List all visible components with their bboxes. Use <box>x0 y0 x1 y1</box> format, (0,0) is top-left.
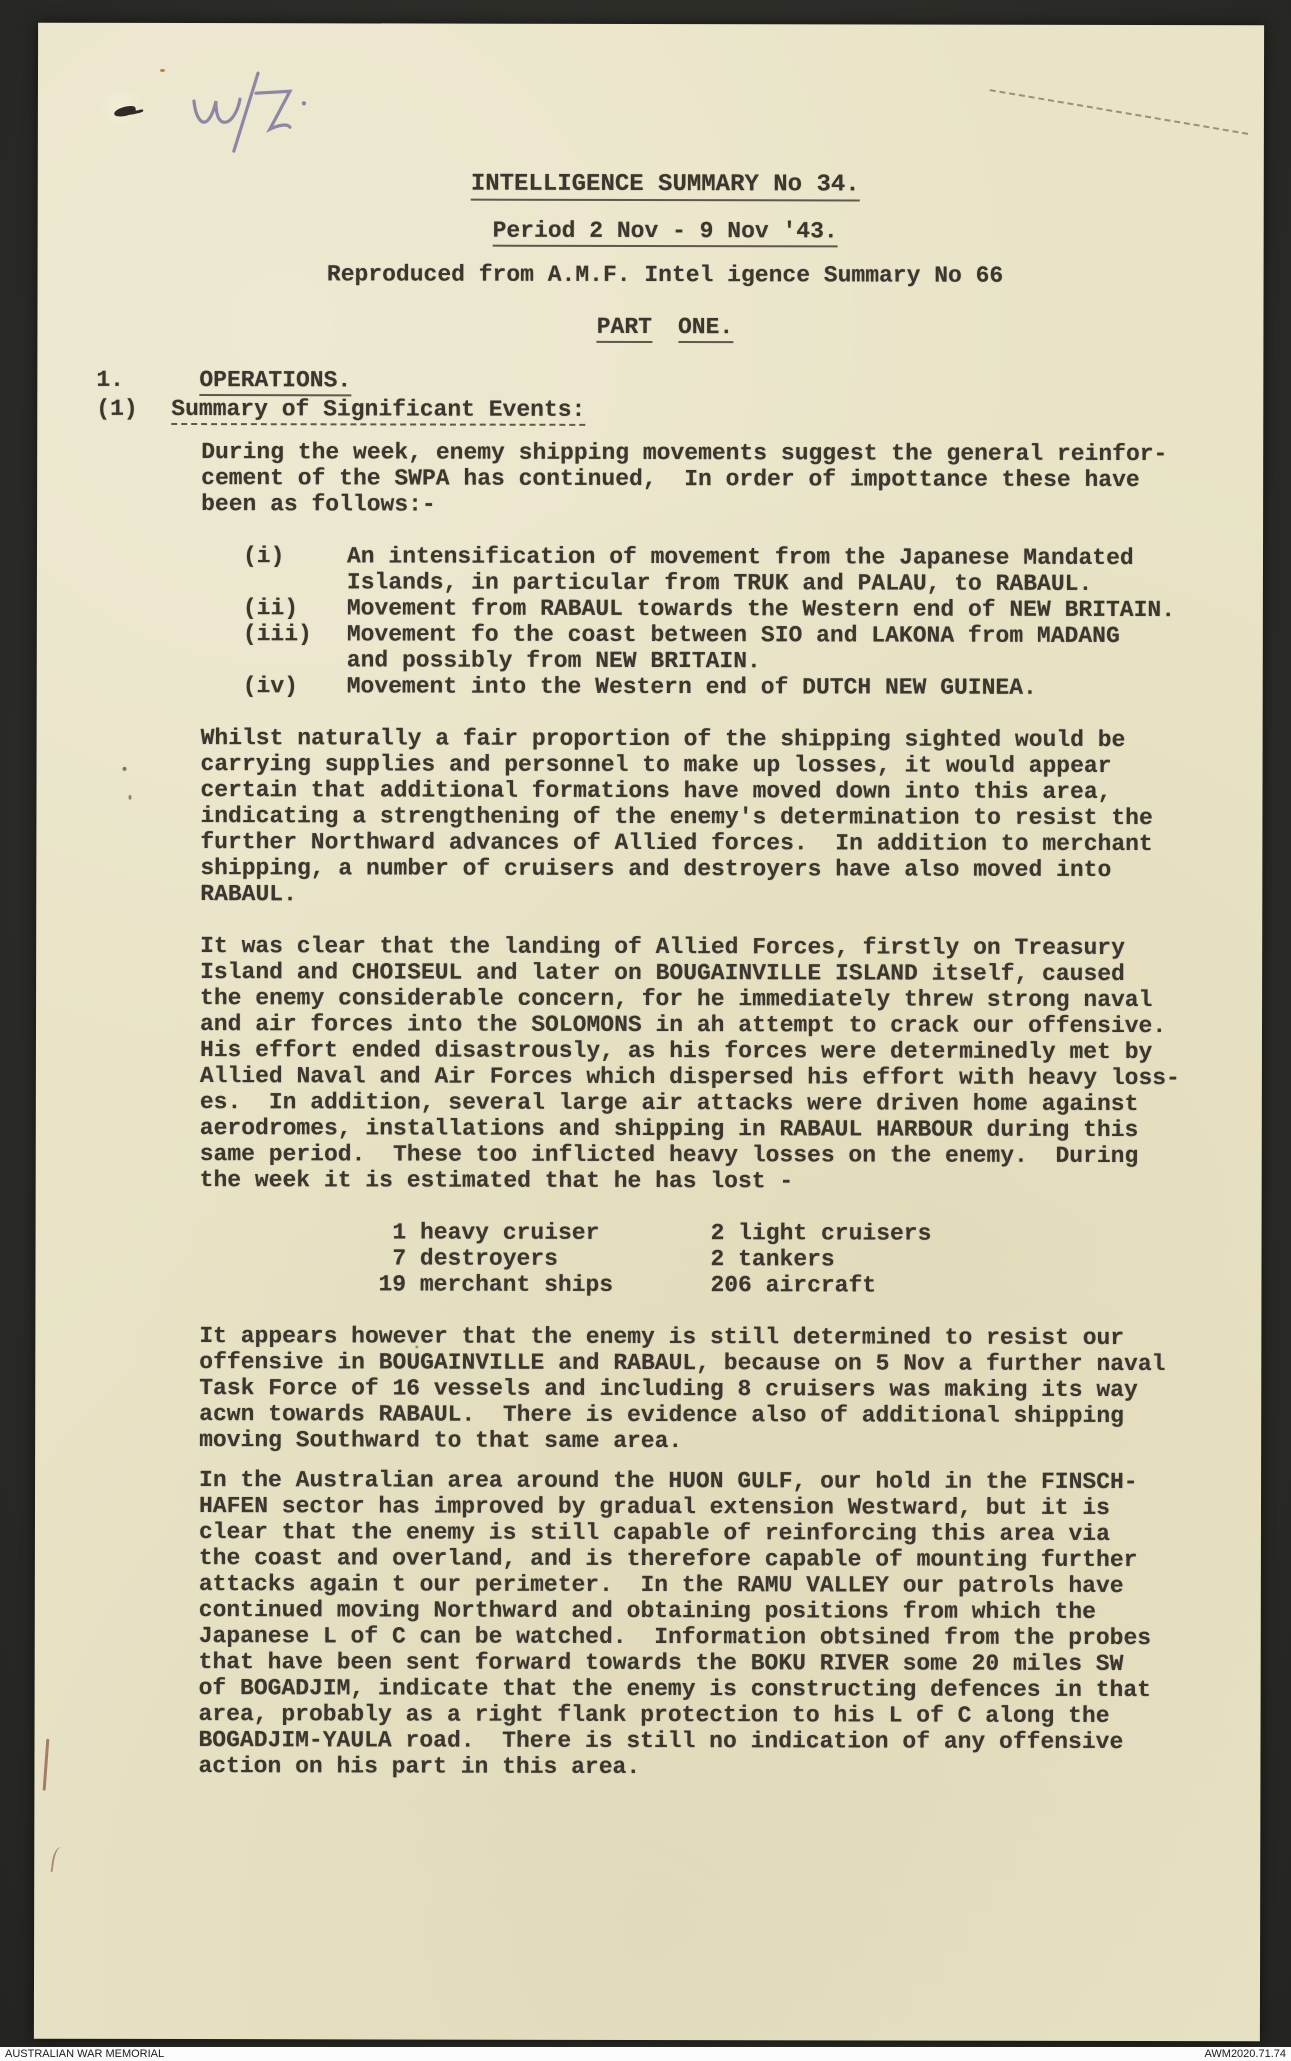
loss-cell: 2 tankers <box>710 1246 835 1273</box>
paragraph-solomons: It was clear that the landing of Allied Forces, firstly on Treasury Island and CHOISEUL and later on BOUGAINVILLE ISLAND itself, caused the enemy considerable concern, for he immediately threw strong naval and air forces into the SOLOMONS in ah attempt to crack our offensive. His effort ended disastrously, as his forces were determinedly met by Allied Naval and Air Forces which dispersed his effort with heavy loss- es. In addition, several large air attacks were driven home against aerodromes, installations and shipping in RABAUL HARBOUR during this same period. These too inflicted heavy losses on the enemy. During the week it is estimated that he has lost - <box>199 933 1180 1195</box>
margin-squiggle <box>50 1846 66 1873</box>
list-item <box>243 673 1233 701</box>
section-title: OPERATIONS. <box>199 367 351 396</box>
list-marker: (iv) <box>242 673 298 700</box>
list-item <box>243 595 1233 623</box>
list-marker: (i) <box>242 543 285 570</box>
document-period: Period 2 Nov - 9 Nov '43. <box>97 217 1234 245</box>
document-title: INTELLIGENCE SUMMARY No 34. <box>97 171 1234 199</box>
loss-cell: 206 aircraft <box>710 1272 877 1299</box>
loss-cell: 19 merchant ships <box>378 1271 614 1298</box>
reproduced-from-line: Reproduced from A.M.F. Intel igence Summary No 66 <box>326 261 1004 289</box>
list-marker: (ii) <box>242 595 299 622</box>
paragraph-shipping: Whilst naturally a fair proportion of the shipping sighted would be carrying supplies and personnel to make up losses, it would appear certain that additional formations have moved down into this area, indicating a strengthening of the enemy's determination to resist the further Northward advances of Allied forces. In addition to merchant shipping, a number of cruisers and destroyers have also moved into RABAUL. <box>200 725 1153 908</box>
subsection-heading <box>96 396 1233 427</box>
list-item-text: Movement from RABAUL towards the Western end of NEW BRITAIN. <box>346 595 1176 624</box>
paragraph-intro: During the week, enemy shipping movements suggest the general reinfor- cement of the SWPA has continued, In order of impottance these have been as follows:- <box>201 439 1168 518</box>
table-row <box>379 1219 1232 1247</box>
section-heading <box>96 367 1233 398</box>
list-item-text: Movement into the Western end of DUTCH NEW GUINEA. <box>346 673 1037 701</box>
typewritten-content <box>34 23 1264 1808</box>
movement-list <box>243 543 1233 701</box>
table-row <box>378 1245 1231 1273</box>
loss-cell: 1 heavy cruiser <box>378 1219 600 1246</box>
document-page <box>34 23 1264 2042</box>
paragraph-australian-area: In the Australian area around the HUON GULF, our hold in the FINSCH- HAFEN sector has improved by gradual extension Westward, but it is clear that the enemy is still capable of reinforcing this area via the coast and overland, and is therefore capable of mounting further attacks again t our perimeter. In the RAMU VALLEY our patrols have continued moving Northward and obtaining positions from which the Japanese L of C can be watched. Information obtsined from the probes that have been sent forward towards the BOKU RIVER some 20 miles SW of BOGADJIM, indicate that the enemy is constructing defences in that area, probably as a right flank protection to his L of C along the BOGADJIM-YAULA road. There is still no indication of any offensive action on his part in this area. <box>198 1467 1152 1780</box>
subsection-title: Summary of Significant Events: <box>171 396 585 426</box>
archive-accession-number: AWM2020.71.74 <box>1204 2048 1286 2060</box>
list-marker: (iii) <box>242 621 312 648</box>
part-heading: PART ONE. <box>96 313 1233 341</box>
subsection-number: (1) <box>96 395 138 422</box>
section-number: 1. <box>96 366 125 393</box>
loss-cell: 2 light cruisers <box>710 1220 932 1247</box>
list-item <box>243 543 1233 597</box>
list-item-text: Movement fo the coast between SIO and LAKONA from MADANG and possibly from NEW BRITAIN. <box>346 621 1120 675</box>
loss-cell: 7 destroyers <box>378 1245 558 1272</box>
paragraph-task-force: It appears however that the enemy is still determined to resist our offensive in BOUGAINVILLE and RABAUL, because on 5 Nov a further naval Task Force of 16 vessels and including 8 cruisers was making its way acwn towards RABAUL. There is evidence also of additional shipping moving Southward to that same area. <box>199 1323 1166 1455</box>
list-item-text: An intensification of movement from the Japanese Mandated Islands, in particular from TRUK and PALAU, to RABAUL. <box>346 543 1134 597</box>
table-row <box>378 1271 1231 1299</box>
archive-caption-bar <box>0 2047 1291 2061</box>
archive-source-label: AUSTRALIAN WAR MEMORIAL <box>5 2048 165 2060</box>
losses-table <box>378 1219 1231 1299</box>
list-item <box>243 621 1233 675</box>
